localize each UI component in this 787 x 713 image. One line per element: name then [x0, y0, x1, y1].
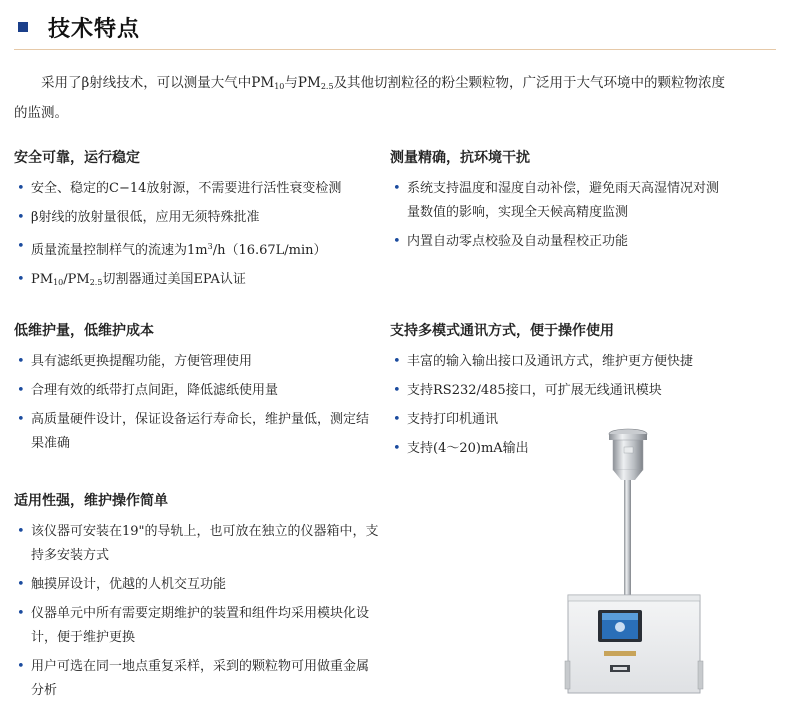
- instrument-photo: [560, 425, 710, 695]
- bullet-icon: •: [17, 606, 25, 621]
- feature-list: [14, 520, 379, 703]
- bullet-icon: •: [17, 239, 25, 254]
- list-item: • 用户可选在同一地点重复采样，采到的颗粒物可用做重金属分析: [14, 655, 379, 703]
- list-item: • 质量流量控制样气的流速为$1m^3/h(16.67L/\min)$: [14, 235, 379, 263]
- bullet-icon: •: [393, 441, 401, 456]
- sampling-tube: [624, 480, 631, 595]
- list-item: • $PM_{10}/PM_{2.5}$切割器通过美国EPA认证: [14, 268, 379, 295]
- list-item: • 该仪器可安装在19"的导轨上，也可放在独立的仪器箱中，支持多安装方式: [14, 520, 379, 568]
- list-item: • 安全、稳定的C−14放射源，不需要进行活性衰变检测: [14, 177, 379, 201]
- list-item: • 系统支持温度和湿度自动补偿，避免雨天高湿情况对测量数值的影响，实现全天候高精度监测: [390, 177, 730, 225]
- bullet-icon: •: [17, 412, 25, 427]
- list-item: • 具有滤纸更换提醒功能，方便管理使用: [14, 350, 379, 374]
- feature-section-maintenance: [14, 320, 379, 461]
- bullet-icon: •: [17, 659, 25, 674]
- feature-section-adaptability: [14, 490, 379, 708]
- page-title: 技术特点: [48, 17, 141, 42]
- feature-section-accurate: [390, 147, 730, 259]
- section-header: [14, 8, 776, 50]
- sampling-head: [609, 429, 647, 480]
- list-item: • 支持(4～20)mA输出: [390, 437, 730, 461]
- bullet-icon: •: [17, 524, 25, 539]
- list-item: • 合理有效的纸带打点间距，降低滤纸使用量: [14, 379, 379, 403]
- square-bullet-icon: [18, 22, 28, 32]
- bullet-icon: •: [393, 181, 401, 196]
- list-item: • β射线的放射量很低，应用无须特殊批准: [14, 206, 379, 230]
- feature-list: [14, 350, 379, 456]
- bullet-icon: •: [17, 272, 25, 287]
- bullet-icon: •: [393, 354, 401, 369]
- bullet-icon: •: [393, 383, 401, 398]
- list-item: • 高质量硬件设计，保证设备运行寿命长，维护量低，测定结果准确: [14, 408, 379, 456]
- list-item: • 仪器单元中所有需要定期维护的装置和组件均采用模块化设计，便于维护更换: [14, 602, 379, 650]
- monitor-illustration: [560, 425, 710, 695]
- intro-sub-1: 10: [274, 82, 285, 91]
- intro-sub-2: 2.5: [320, 82, 334, 91]
- section-title: 测量精确，抗环境干扰: [390, 150, 530, 166]
- list-item: • 丰富的输入输出接口及通讯方式，维护更方便快捷: [390, 350, 730, 374]
- instrument-box: [565, 595, 703, 693]
- section-title: 低维护量，低维护成本: [14, 323, 154, 339]
- feature-list: [14, 177, 379, 295]
- bullet-icon: •: [393, 234, 401, 249]
- section-title: 适用性强，维护操作简单: [14, 493, 168, 509]
- section-title: 支持多模式通讯方式，便于操作使用: [390, 323, 614, 339]
- intro-text-3: 及其他切割粒径的粉尘颗粒物，广泛用于大气环境中的颗粒物浓度的监测。: [14, 75, 726, 121]
- section-title: 安全可靠，运行稳定: [14, 150, 140, 166]
- bullet-icon: •: [17, 577, 25, 592]
- bullet-icon: •: [17, 383, 25, 398]
- bullet-icon: •: [393, 412, 401, 427]
- intro-text-1: 采用了β射线技术，可以测量大气中PM: [41, 75, 275, 91]
- bullet-icon: •: [17, 210, 25, 225]
- list-item: • 内置自动零点校验及自动量程校正功能: [390, 230, 730, 254]
- bullet-icon: •: [17, 181, 25, 196]
- list-item: • 触摸屏设计，优越的人机交互功能: [14, 573, 379, 597]
- intro-paragraph: [14, 70, 734, 126]
- list-item: • 支持打印机通讯: [390, 408, 730, 432]
- feature-section-safe: [14, 147, 379, 300]
- intro-text-2: 与PM: [284, 75, 321, 91]
- list-item: • 支持RS232/485接口，可扩展无线通讯模块: [390, 379, 730, 403]
- bullet-icon: •: [17, 354, 25, 369]
- feature-list: [390, 177, 730, 254]
